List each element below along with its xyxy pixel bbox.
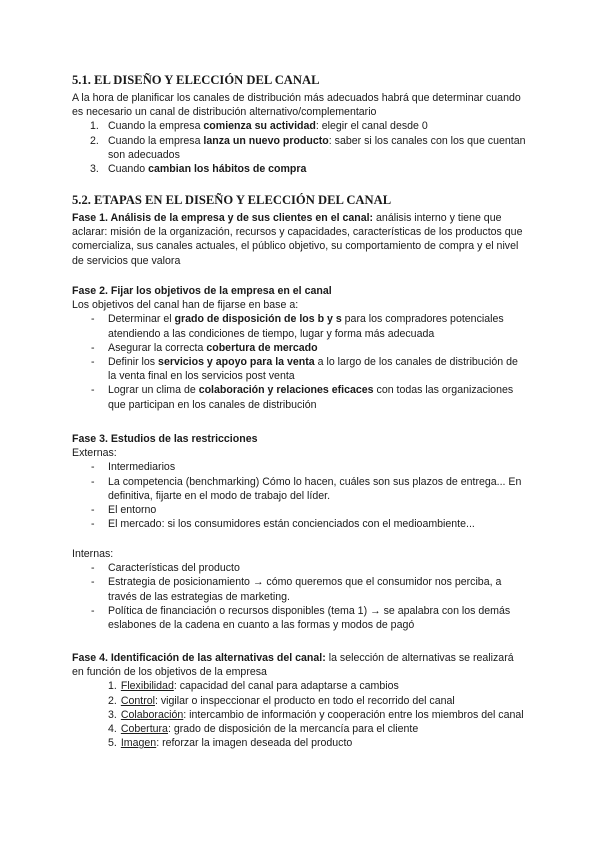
fase-2-list xyxy=(72,312,528,411)
externas-label: Externas: xyxy=(72,447,117,460)
internas-label: Internas: xyxy=(72,548,114,560)
externas-list xyxy=(72,460,528,531)
fase-3-block xyxy=(72,432,528,531)
list-item: - Política de financiación o recursos disponibles (tema 1) → se apalabra con los demás eslabones de la cadena en cuanto a las formas y modos de pagó xyxy=(91,604,511,632)
list-item: - Determinar el grado de disposición de los b y s para los compradores potenciales atendiendo a las condiciones de tiempo, lugar y forma más adecuada xyxy=(91,313,504,340)
list-item: 2. Control: vigilar o inspeccionar el producto en todo el recorrido del canal xyxy=(108,694,455,707)
list-item: - El mercado: si los consumidores están concienciados con el medioambiente... xyxy=(91,518,475,531)
section-5-1-body xyxy=(72,91,528,176)
fase-4-list xyxy=(72,679,528,750)
internas-list xyxy=(72,561,528,632)
list-item: 5. Imagen: reforzar la imagen deseada del producto xyxy=(108,737,353,750)
section-5-2-heading: 5.2. ETAPAS EN EL DISEÑO Y ELECCIÓN DEL CANAL xyxy=(72,193,392,207)
list-item: - La competencia (benchmarking) Cómo lo hacen, cuáles son sus plazos de entrega... En definitiva, fijarte en el modo de trabajo del líder. xyxy=(91,475,522,502)
list-item: 1. Cuando la empresa comienza su actividad: elegir el canal desde 0 xyxy=(90,120,428,133)
fase-2-block xyxy=(72,284,528,412)
list-item: 2. Cuando la empresa lanza un nuevo producto: saber si los canales con los que cuentan son adecuados xyxy=(90,134,526,161)
list-item: 4. Cobertura: grado de disposición de la mercancía para el cliente xyxy=(108,723,419,736)
fase-1-title: Fase 1. Análisis de la empresa y de sus clientes en el canal: xyxy=(72,212,374,224)
list-item: - Estrategia de posicionamiento → cómo queremos que el consumidor nos perciba, a través de las estrategias de marketing. xyxy=(91,576,502,603)
fase-4-title: Fase 4. Identificación de las alternativas del canal: xyxy=(72,652,326,664)
fase-1-block xyxy=(72,211,528,268)
fase-4-text: la selección de alternativas se realizará en función de los objetivos de la empresa xyxy=(72,652,514,679)
internas-block xyxy=(72,547,528,632)
list-item: - Asegurar la correcta cobertura de mercado xyxy=(91,341,318,354)
list-item: 3. Cuando cambian los hábitos de compra xyxy=(90,163,307,176)
list-item: 3. Colaboración: intercambio de información y cooperación entre los miembros del canal xyxy=(108,708,524,721)
list-item: 1. Flexibilidad: capacidad del canal para adaptarse a cambios xyxy=(108,680,399,693)
fase-2-title: Fase 2. Fijar los objetivos de la empresa en el canal xyxy=(72,285,332,297)
list-item: - Definir los servicios y apoyo para la venta a lo largo de los canales de distribución de la venta final en los servicios post venta xyxy=(91,356,518,383)
section-5-1-intro: A la hora de planificar los canales de distribución más adecuados habrá que determinar cuando es necesario un canal de distribución alternativo/complementario xyxy=(72,92,521,119)
section-5-1-heading: 5.1. EL DISEÑO Y ELECCIÓN DEL CANAL xyxy=(72,73,320,87)
fase-2-intro: Los objetivos del canal han de fijarse en base a: xyxy=(72,299,299,312)
list-item: - Lograr un clima de colaboración y relaciones eficaces con todas las organizaciones que participan en los canales de distribución xyxy=(91,384,514,411)
list-item: - Características del producto xyxy=(91,562,240,575)
section-5-1-list xyxy=(72,119,528,176)
fase-1-text: análisis interno y tiene que aclarar: misión de la organización, recursos y capacidades, características de los productos que comercializa, sus canales actuales, el público objetivo, su comportamiento de compra y el nivel de servicios que valora xyxy=(72,212,523,267)
fase-4-block xyxy=(72,651,528,750)
list-item: - Intermediarios xyxy=(91,461,176,474)
list-item: - El entorno xyxy=(91,504,157,517)
fase-3-title: Fase 3. Estudios de las restricciones xyxy=(72,433,258,445)
